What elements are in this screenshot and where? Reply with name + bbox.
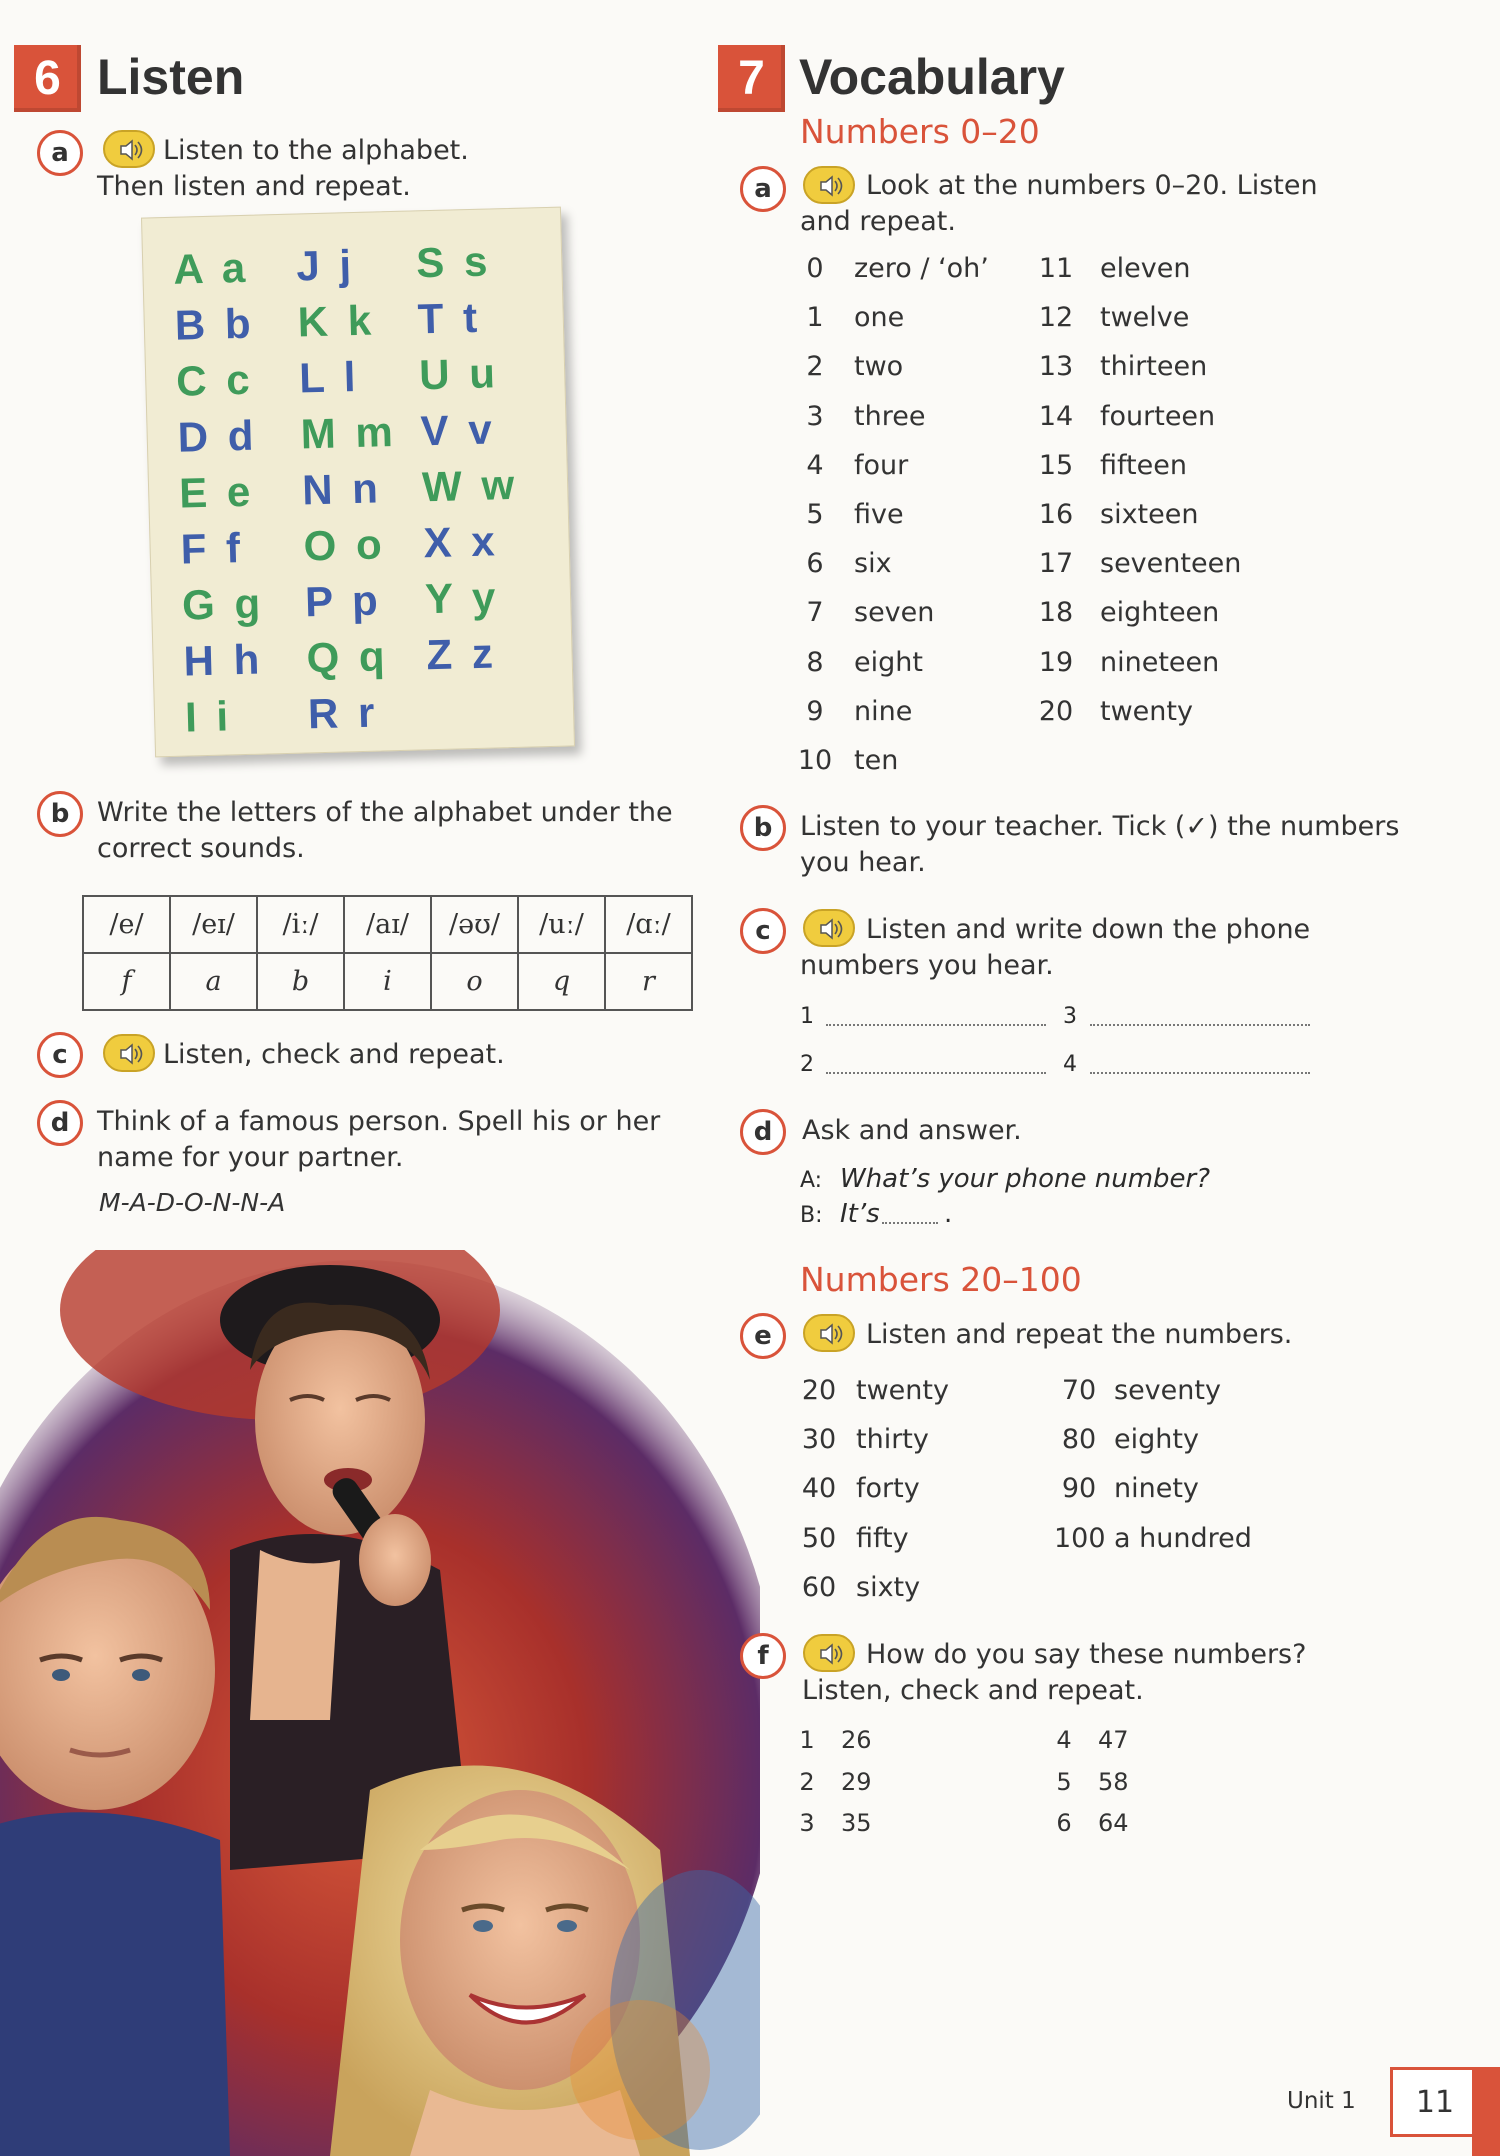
number-word: six xyxy=(854,548,892,580)
subheading-numbers-0-20: Numbers 0–20 xyxy=(800,112,1040,151)
dialogue-a-text: What’s your phone number? xyxy=(840,1164,1211,1194)
number-word: ninety xyxy=(1114,1473,1199,1505)
alphabet-letter-pair: Y y xyxy=(424,573,500,623)
exercise-6d-example: M-A-D-O-N-N-A xyxy=(99,1188,286,1217)
number-digit: 4 xyxy=(806,449,824,481)
number-row xyxy=(799,1726,872,1754)
dialogue-b-label: B: xyxy=(800,1203,823,1228)
number-word: sixteen xyxy=(1100,499,1199,530)
number-digit: 20 xyxy=(801,1375,837,1406)
speaker-glyph-icon xyxy=(819,1643,841,1665)
dialogue-answer-line[interactable] xyxy=(882,1222,938,1224)
number-row xyxy=(1036,253,1190,284)
answer-cell[interactable]: b xyxy=(257,953,344,1010)
number-digit: 1 xyxy=(806,302,824,334)
section-6-number: 6 xyxy=(14,45,81,112)
number-word: seventy xyxy=(1114,1375,1221,1406)
number-digit: 4 xyxy=(1056,1726,1072,1754)
alphabet-letter-pair: L l xyxy=(298,352,361,402)
number-word: sixty xyxy=(856,1571,921,1603)
alphabet-letter-pair: P p xyxy=(304,576,383,626)
phone-line-label: 4 xyxy=(1063,1052,1077,1077)
exercise-7f-instruction-1: How do you say these numbers? xyxy=(866,1639,1307,1670)
alphabet-letter-pair: G g xyxy=(181,579,265,629)
alphabet-letter-pair: X x xyxy=(422,517,500,567)
phone-line-label: 2 xyxy=(800,1052,814,1077)
number-word: 35 xyxy=(841,1809,872,1837)
number-word: three xyxy=(854,400,926,432)
number-row xyxy=(796,253,989,284)
exercise-7b-instruction-2: you hear. xyxy=(800,847,926,878)
exercise-7a-instruction-1: Look at the numbers 0–20. Listen xyxy=(866,170,1318,201)
number-word: 47 xyxy=(1098,1726,1129,1754)
alphabet-letter-pair: I i xyxy=(184,692,233,741)
number-row xyxy=(796,647,923,678)
phonetic-answer-row xyxy=(83,953,692,1010)
phonetic-header-row xyxy=(83,896,692,953)
number-word: eighty xyxy=(1114,1424,1199,1456)
number-digit: 2 xyxy=(799,1767,815,1796)
sound-cell: /uː/ xyxy=(518,896,605,953)
alphabet-letter-pair: W w xyxy=(421,460,519,511)
number-digit: 20 xyxy=(1038,695,1074,727)
number-word: nine xyxy=(854,695,913,727)
exercise-7b-instruction-1: Listen to your teacher. Tick (✓) the numbers xyxy=(800,811,1400,842)
number-row xyxy=(1036,647,1219,678)
number-row xyxy=(796,450,908,481)
number-row xyxy=(1036,351,1207,382)
number-digit: 15 xyxy=(1038,449,1074,481)
celebrity-photo-collage xyxy=(0,1250,760,2156)
number-word: fourteen xyxy=(1100,400,1216,432)
phone-answer-line[interactable] xyxy=(1090,1072,1310,1074)
number-word: 58 xyxy=(1098,1767,1129,1796)
number-row xyxy=(800,1572,920,1603)
audio-speaker-icon[interactable] xyxy=(803,909,855,947)
audio-speaker-icon[interactable] xyxy=(803,1314,855,1352)
sound-cell: /iː/ xyxy=(257,896,344,953)
speaker-glyph-icon xyxy=(119,139,141,161)
number-word: twenty xyxy=(1100,695,1193,727)
number-digit: 7 xyxy=(806,597,824,629)
alphabet-letter-pair: A a xyxy=(172,243,250,293)
number-row xyxy=(796,351,903,382)
young-man-figure xyxy=(0,1517,230,2156)
page-number: 11 xyxy=(1390,2067,1480,2137)
number-row xyxy=(800,1375,949,1406)
exercise-6b-marker: b xyxy=(37,791,83,837)
number-digit: 70 xyxy=(1061,1375,1097,1406)
number-word: one xyxy=(854,302,905,334)
number-word: 26 xyxy=(841,1726,872,1754)
phone-answer-line[interactable] xyxy=(826,1024,1046,1026)
photo-collage-drawing xyxy=(0,1250,760,2156)
speaker-glyph-icon xyxy=(819,1323,841,1345)
answer-cell[interactable]: o xyxy=(431,953,518,1010)
number-word: thirty xyxy=(856,1424,929,1456)
number-digit: 1 xyxy=(799,1726,815,1754)
dialogue-b-end: . xyxy=(944,1199,953,1229)
number-word: seven xyxy=(854,597,935,629)
number-row xyxy=(796,696,912,727)
exercise-6d-marker: d xyxy=(37,1100,83,1146)
number-row xyxy=(800,1523,909,1554)
audio-speaker-icon[interactable] xyxy=(103,1034,155,1072)
number-row xyxy=(796,597,934,628)
number-digit: 12 xyxy=(1038,302,1074,334)
alphabet-letter-pair: U u xyxy=(418,349,500,399)
number-row xyxy=(1054,1523,1252,1554)
number-digit: 6 xyxy=(1056,1809,1072,1837)
number-digit: 40 xyxy=(801,1473,837,1505)
number-row xyxy=(1036,548,1241,579)
number-word: thirteen xyxy=(1100,351,1208,383)
number-digit: 100 xyxy=(1054,1522,1106,1554)
answer-cell[interactable]: r xyxy=(605,953,692,1010)
sound-cell: /aɪ/ xyxy=(344,896,431,953)
number-digit: 90 xyxy=(1061,1473,1097,1505)
alphabet-letter-pair: T t xyxy=(417,293,482,343)
page-edge-tab xyxy=(1472,2067,1500,2156)
number-word: forty xyxy=(856,1473,920,1505)
exercise-6c-marker: c xyxy=(37,1032,83,1078)
alphabet-letter-pair: K k xyxy=(297,296,376,346)
number-row xyxy=(796,401,925,432)
speaker-glyph-icon xyxy=(119,1043,141,1065)
number-row xyxy=(1036,597,1219,628)
exercise-7e-instruction: Listen and repeat the numbers. xyxy=(866,1319,1293,1350)
number-digit: 6 xyxy=(806,548,824,580)
audio-speaker-icon[interactable] xyxy=(803,1634,855,1672)
number-word: fifty xyxy=(856,1522,909,1554)
number-digit: 10 xyxy=(797,745,833,776)
sound-cell: /e/ xyxy=(83,896,170,953)
number-digit: 60 xyxy=(801,1571,837,1603)
number-digit: 18 xyxy=(1038,597,1074,629)
alphabet-letter-pair: J j xyxy=(295,241,356,290)
exercise-6c-instruction: Listen, check and repeat. xyxy=(163,1039,505,1070)
number-digit: 5 xyxy=(1056,1767,1072,1796)
exercise-6b-instruction-2: correct sounds. xyxy=(97,833,305,864)
number-row xyxy=(799,1768,872,1796)
phone-line-label: 1 xyxy=(800,1004,814,1029)
answer-cell[interactable]: q xyxy=(518,953,605,1010)
number-word: nineteen xyxy=(1100,646,1220,678)
number-row xyxy=(1056,1768,1129,1796)
exercise-7f-marker: f xyxy=(740,1633,786,1679)
exercise-7b-marker: b xyxy=(740,805,786,851)
exercise-7e-marker: e xyxy=(740,1313,786,1359)
alphabet-card xyxy=(141,207,575,758)
number-row xyxy=(796,548,892,579)
number-word: 29 xyxy=(841,1767,872,1796)
audio-speaker-icon[interactable] xyxy=(103,130,155,168)
exercise-6a-instruction-2: Then listen and repeat. xyxy=(97,171,411,202)
answer-cell[interactable]: a xyxy=(170,953,257,1010)
exercise-6b-instruction-1: Write the letters of the alphabet under the xyxy=(97,797,673,828)
exercise-6a-marker: a xyxy=(37,130,83,176)
number-digit: 19 xyxy=(1038,646,1074,678)
exercise-7a-marker: a xyxy=(740,166,786,212)
exercise-6a-instruction-1: Listen to the alphabet. xyxy=(163,135,469,166)
number-word: a hundred xyxy=(1114,1522,1252,1554)
number-digit: 3 xyxy=(806,400,824,432)
alphabet-letter-pair: S s xyxy=(415,237,492,287)
subheading-numbers-20-100: Numbers 20–100 xyxy=(800,1260,1082,1299)
section-7-title: Vocabulary xyxy=(799,49,1065,105)
exercise-7f-instruction-2: Listen, check and repeat. xyxy=(802,1675,1144,1706)
audio-speaker-icon[interactable] xyxy=(803,166,855,204)
number-row xyxy=(1036,302,1189,333)
number-digit: 30 xyxy=(801,1424,837,1456)
number-word: five xyxy=(854,499,904,530)
alphabet-letter-pair: R r xyxy=(307,688,380,738)
number-word: fifteen xyxy=(1100,449,1187,481)
phone-answer-line[interactable] xyxy=(1090,1024,1310,1026)
number-word: eleven xyxy=(1100,253,1191,284)
number-digit: 0 xyxy=(806,253,824,284)
exercise-7c-marker: c xyxy=(740,908,786,954)
section-6-title: Listen xyxy=(97,49,245,105)
unit-label: Unit 1 xyxy=(1287,2088,1356,2114)
exercise-6d-instruction-2: name for your partner. xyxy=(97,1142,404,1173)
alphabet-letter-pair: C c xyxy=(175,355,255,405)
number-word: four xyxy=(854,449,909,481)
number-digit: 13 xyxy=(1038,351,1074,383)
number-digit: 8 xyxy=(806,646,824,678)
number-digit: 9 xyxy=(806,695,824,727)
number-row xyxy=(1036,401,1215,432)
alphabet-letter-pair: F f xyxy=(180,524,245,573)
section-7-number: 7 xyxy=(718,45,785,112)
number-row xyxy=(799,1809,872,1837)
phonetic-sounds-table xyxy=(82,895,693,1011)
sound-cell: /ɑː/ xyxy=(605,896,692,953)
number-word: eighteen xyxy=(1100,597,1220,629)
number-word: ten xyxy=(854,745,899,776)
number-digit: 16 xyxy=(1038,499,1074,530)
number-row xyxy=(1036,450,1187,481)
number-row xyxy=(1036,696,1193,727)
sound-cell: /eɪ/ xyxy=(170,896,257,953)
alphabet-letter-pair: O o xyxy=(303,520,387,570)
number-row xyxy=(800,1424,929,1455)
speaker-glyph-icon xyxy=(819,918,841,940)
number-row xyxy=(1036,499,1198,530)
alphabet-letter-pair: H h xyxy=(183,635,264,685)
number-row xyxy=(1056,1726,1129,1754)
answer-cell[interactable]: i xyxy=(344,953,431,1010)
alphabet-letter-pair: M m xyxy=(300,407,398,458)
alphabet-letter-pair: N n xyxy=(301,464,383,514)
number-row xyxy=(1054,1375,1221,1406)
number-row xyxy=(796,302,904,333)
number-digit: 5 xyxy=(806,499,824,530)
exercise-6d-instruction-1: Think of a famous person. Spell his or her xyxy=(97,1106,661,1137)
number-digit: 80 xyxy=(1061,1424,1097,1456)
exercise-7d-instruction: Ask and answer. xyxy=(802,1115,1022,1146)
alphabet-letter-pair: B b xyxy=(174,299,256,349)
exercise-7c-instruction-1: Listen and write down the phone xyxy=(866,914,1311,945)
number-word: 64 xyxy=(1098,1809,1129,1837)
sound-cell: /əʊ/ xyxy=(431,896,518,953)
phone-answer-line[interactable] xyxy=(826,1072,1046,1074)
exercise-7a-instruction-2: and repeat. xyxy=(800,206,956,237)
number-word: two xyxy=(854,351,904,383)
exercise-7c-instruction-2: numbers you hear. xyxy=(800,950,1054,981)
alphabet-letter-pair: Z z xyxy=(425,629,498,679)
number-word: twenty xyxy=(856,1375,949,1406)
number-row xyxy=(796,499,904,530)
speaker-glyph-icon xyxy=(819,175,841,197)
number-row xyxy=(800,1473,920,1504)
number-word: twelve xyxy=(1100,302,1190,334)
phone-line-label: 3 xyxy=(1063,1004,1077,1029)
alphabet-letter-pair: Q q xyxy=(305,632,390,682)
number-digit: 14 xyxy=(1038,400,1074,432)
number-digit: 11 xyxy=(1038,253,1074,284)
number-word: seventeen xyxy=(1100,548,1242,580)
alphabet-letter-pair: V v xyxy=(420,405,497,455)
answer-cell[interactable]: f xyxy=(83,953,170,1010)
number-row xyxy=(1054,1473,1199,1504)
number-word: eight xyxy=(854,646,923,678)
number-digit: 2 xyxy=(806,351,824,383)
alphabet-letter-pair: E e xyxy=(178,467,255,517)
number-digit: 17 xyxy=(1038,548,1074,580)
number-digit: 50 xyxy=(801,1522,837,1554)
exercise-7d-marker: d xyxy=(740,1109,786,1155)
number-row xyxy=(796,745,898,776)
dialogue-a-label: A: xyxy=(800,1168,823,1193)
number-digit: 3 xyxy=(799,1809,815,1837)
dialogue-b-text: It’s xyxy=(840,1199,880,1229)
number-row xyxy=(1054,1424,1199,1455)
number-row xyxy=(1056,1809,1129,1837)
alphabet-letter-pair: D d xyxy=(177,411,259,461)
number-word: zero / ‘oh’ xyxy=(854,253,989,284)
